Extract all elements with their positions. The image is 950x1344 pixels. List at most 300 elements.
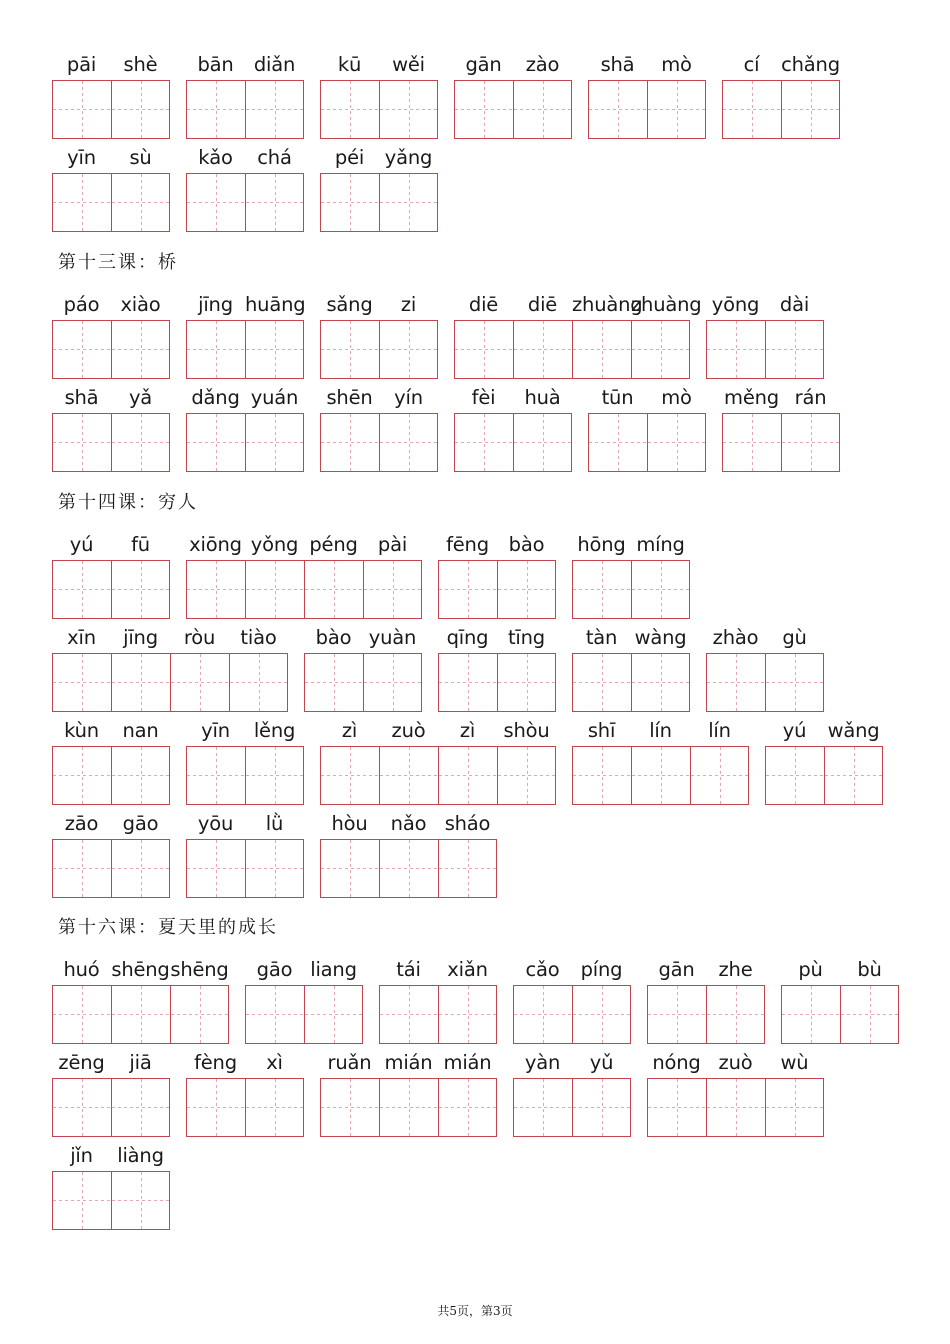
- writing-grid: [245, 985, 363, 1044]
- character-cell[interactable]: [497, 747, 556, 804]
- character-cell[interactable]: [589, 414, 647, 471]
- word-group: [454, 385, 572, 473]
- word-group: [454, 52, 572, 140]
- pinyin-label: yàn: [524, 1051, 561, 1074]
- character-cell[interactable]: [245, 561, 304, 618]
- character-cell[interactable]: [572, 1079, 631, 1136]
- word-group: [52, 52, 170, 140]
- pinyin-label: yǒng: [250, 533, 299, 556]
- pinyin-label: lín: [708, 719, 731, 742]
- pinyin-label: yǎng: [384, 146, 433, 169]
- pinyin-label: měng: [724, 386, 779, 409]
- word-group: [320, 52, 438, 140]
- pinyin-label: rán: [794, 386, 827, 409]
- word-group: [186, 292, 304, 380]
- writing-grid: [52, 560, 170, 619]
- character-cell[interactable]: [781, 414, 840, 471]
- character-cell[interactable]: [513, 321, 572, 378]
- pinyin-label: mián: [384, 1051, 433, 1074]
- pinyin-label: pāi: [66, 53, 97, 76]
- character-cell[interactable]: [187, 1079, 245, 1136]
- pinyin-label: cǎo: [525, 958, 560, 981]
- word-group: [320, 145, 438, 233]
- character-cell[interactable]: [572, 986, 631, 1043]
- character-cell[interactable]: [53, 840, 111, 897]
- pinyin-label: kùn: [64, 719, 99, 742]
- character-cell[interactable]: [321, 747, 379, 804]
- character-cell[interactable]: [187, 81, 245, 138]
- word-group: [186, 385, 304, 473]
- pinyin-label: xiào: [120, 293, 161, 316]
- character-cell[interactable]: [706, 986, 765, 1043]
- writing-grid: [513, 1078, 631, 1137]
- character-cell[interactable]: [187, 174, 245, 231]
- character-cell[interactable]: [53, 986, 111, 1043]
- page-footer: 共5页，第3页: [437, 1304, 513, 1318]
- character-cell[interactable]: [766, 747, 824, 804]
- word-group: [781, 957, 899, 1045]
- character-cell[interactable]: [305, 654, 363, 711]
- word-group: [588, 52, 706, 140]
- pinyin-label: yú: [782, 719, 807, 742]
- character-cell[interactable]: [438, 986, 497, 1043]
- pinyin-label: shēn: [326, 386, 373, 409]
- pinyin-label: míng: [636, 533, 685, 556]
- character-cell[interactable]: [53, 321, 111, 378]
- pinyin-label: zì: [341, 719, 358, 742]
- pinyin-label: sháo: [444, 812, 491, 835]
- pinyin-label: jǐn: [70, 1144, 93, 1167]
- pinyin-label: sù: [129, 146, 152, 169]
- pinyin-label: fèi: [471, 386, 496, 409]
- word-group: [52, 145, 170, 233]
- character-cell[interactable]: [648, 1079, 706, 1136]
- character-cell[interactable]: [647, 414, 706, 471]
- character-cell[interactable]: [53, 81, 111, 138]
- pinyin-label: xì: [266, 1051, 283, 1074]
- character-cell[interactable]: [455, 321, 513, 378]
- pinyin-label: bān: [197, 53, 234, 76]
- character-cell[interactable]: [245, 1079, 304, 1136]
- pinyin-label: píng: [580, 958, 623, 981]
- pinyin-label: péi: [334, 146, 365, 169]
- character-cell[interactable]: [707, 654, 765, 711]
- pinyin-label: shā: [64, 386, 99, 409]
- character-cell[interactable]: [245, 840, 304, 897]
- word-group: [52, 718, 170, 806]
- pinyin-label: liang: [310, 958, 357, 981]
- writing-grid: [52, 413, 170, 472]
- character-cell[interactable]: [765, 321, 824, 378]
- pinyin-label: nan: [122, 719, 159, 742]
- writing-grid: [588, 80, 706, 139]
- character-cell[interactable]: [690, 747, 749, 804]
- pinyin-label: yīn: [201, 719, 230, 742]
- character-cell[interactable]: [363, 654, 422, 711]
- character-cell[interactable]: [187, 747, 245, 804]
- pinyin-label: huāng: [245, 293, 306, 316]
- pinyin-label: jīng: [198, 293, 233, 316]
- character-cell[interactable]: [246, 986, 304, 1043]
- word-group: [379, 957, 497, 1045]
- word-group: [706, 292, 824, 380]
- pinyin-label: jīng: [123, 626, 158, 649]
- writing-grid: [52, 746, 170, 805]
- character-cell[interactable]: [111, 1172, 170, 1229]
- pinyin-label: yǎ: [128, 386, 153, 409]
- word-group: [52, 1050, 170, 1138]
- pinyin-label: lín: [649, 719, 672, 742]
- character-cell[interactable]: [379, 81, 438, 138]
- character-cell[interactable]: [111, 654, 170, 711]
- writing-grid: [438, 560, 556, 619]
- pinyin-label: tàn: [585, 626, 618, 649]
- character-cell[interactable]: [647, 81, 706, 138]
- character-cell[interactable]: [170, 986, 229, 1043]
- writing-grid: [304, 653, 422, 712]
- character-cell[interactable]: [245, 414, 304, 471]
- pinyin-label: nóng: [652, 1051, 701, 1074]
- pinyin-label: zhe: [718, 958, 753, 981]
- word-group: [52, 811, 170, 899]
- character-cell[interactable]: [589, 81, 647, 138]
- pinyin-label: yōng: [711, 293, 760, 316]
- pinyin-label: chǎng: [781, 53, 840, 76]
- pinyin-label: wěi: [392, 53, 425, 76]
- lesson-title: 第十三课：桥: [58, 252, 178, 273]
- word-group: [706, 625, 824, 713]
- word-group: [186, 1050, 304, 1138]
- word-group: [572, 532, 690, 620]
- pinyin-label: tīng: [507, 626, 545, 649]
- pinyin-label: hòu: [331, 812, 368, 835]
- writing-grid: [320, 746, 556, 805]
- character-cell[interactable]: [53, 1079, 111, 1136]
- word-group: [588, 385, 706, 473]
- character-cell[interactable]: [245, 321, 304, 378]
- pinyin-label: liàng: [117, 1144, 164, 1167]
- pinyin-label: ròu: [183, 626, 216, 649]
- character-cell[interactable]: [111, 1079, 170, 1136]
- character-cell[interactable]: [111, 840, 170, 897]
- character-cell[interactable]: [304, 986, 363, 1043]
- writing-grid: [186, 839, 304, 898]
- character-cell[interactable]: [111, 414, 170, 471]
- pinyin-label: zhuàng: [572, 293, 643, 316]
- writing-grid: [454, 413, 572, 472]
- pinyin-label: wàng: [634, 626, 687, 649]
- pinyin-label: wǎng: [827, 719, 880, 742]
- character-cell[interactable]: [631, 561, 690, 618]
- writing-grid: [438, 653, 556, 712]
- pinyin-label: tái: [396, 958, 421, 981]
- pinyin-label: mò: [661, 386, 692, 409]
- word-group: [304, 625, 422, 713]
- pinyin-label: kū: [337, 53, 362, 76]
- pinyin-label: shēng: [111, 958, 170, 981]
- word-group: [454, 292, 702, 380]
- pinyin-label: lǜ: [265, 812, 284, 835]
- character-cell[interactable]: [572, 321, 631, 378]
- pinyin-label: zì: [459, 719, 476, 742]
- writing-grid: [706, 653, 824, 712]
- character-cell[interactable]: [245, 174, 304, 231]
- character-cell[interactable]: [723, 81, 781, 138]
- pinyin-label: yuàn: [368, 626, 417, 649]
- writing-grid: [572, 560, 690, 619]
- character-cell[interactable]: [53, 654, 111, 711]
- character-cell[interactable]: [573, 561, 631, 618]
- character-cell[interactable]: [455, 414, 513, 471]
- writing-grid: [52, 80, 170, 139]
- word-group: [572, 625, 690, 713]
- character-cell[interactable]: [631, 654, 690, 711]
- character-cell[interactable]: [229, 654, 288, 711]
- character-cell[interactable]: [439, 654, 497, 711]
- word-group: [186, 811, 304, 899]
- character-cell[interactable]: [514, 986, 572, 1043]
- character-cell[interactable]: [723, 414, 781, 471]
- writing-grid: [706, 320, 824, 379]
- character-cell[interactable]: [187, 414, 245, 471]
- character-cell[interactable]: [765, 654, 824, 711]
- character-cell[interactable]: [438, 747, 497, 804]
- word-group: [438, 532, 556, 620]
- writing-grid: [572, 746, 749, 805]
- pinyin-label: zhào: [712, 626, 759, 649]
- word-group: [438, 625, 556, 713]
- writing-grid: [52, 173, 170, 232]
- pinyin-label: cí: [743, 53, 760, 76]
- character-cell[interactable]: [824, 747, 883, 804]
- pinyin-label: yǔ: [589, 1051, 614, 1074]
- character-cell[interactable]: [245, 81, 304, 138]
- word-group: [513, 1050, 631, 1138]
- writing-grid: [186, 80, 304, 139]
- pinyin-label: dǎng: [191, 386, 240, 409]
- character-cell[interactable]: [513, 81, 572, 138]
- word-group: [52, 957, 229, 1045]
- pinyin-label: shī: [587, 719, 616, 742]
- character-cell[interactable]: [111, 174, 170, 231]
- character-cell[interactable]: [380, 986, 438, 1043]
- word-group: [320, 718, 556, 806]
- character-cell[interactable]: [781, 81, 840, 138]
- character-cell[interactable]: [245, 747, 304, 804]
- pinyin-label: jiā: [129, 1051, 152, 1074]
- writing-grid: [588, 413, 706, 472]
- pinyin-label: pù: [798, 958, 823, 981]
- character-cell[interactable]: [187, 321, 245, 378]
- character-cell[interactable]: [111, 321, 170, 378]
- pinyin-label: gāo: [122, 812, 159, 835]
- pinyin-label: lěng: [253, 719, 296, 742]
- pinyin-label: dài: [779, 293, 810, 316]
- word-group: [572, 718, 749, 806]
- writing-grid: [186, 320, 304, 379]
- character-cell[interactable]: [438, 840, 497, 897]
- writing-grid: [52, 985, 229, 1044]
- character-cell[interactable]: [497, 654, 556, 711]
- pinyin-label: diē: [468, 293, 499, 316]
- pinyin-label: shòu: [503, 719, 550, 742]
- writing-grid: [765, 746, 883, 805]
- word-group: [52, 532, 170, 620]
- character-cell[interactable]: [111, 561, 170, 618]
- pinyin-label: gù: [782, 626, 807, 649]
- writing-grid: [52, 1171, 170, 1230]
- pinyin-label: tūn: [601, 386, 634, 409]
- character-cell[interactable]: [573, 747, 631, 804]
- writing-grid: [186, 746, 304, 805]
- writing-grid: [320, 839, 497, 898]
- character-cell[interactable]: [648, 986, 706, 1043]
- pinyin-label: bào: [315, 626, 352, 649]
- character-cell[interactable]: [379, 174, 438, 231]
- pinyin-label: qīng: [446, 626, 489, 649]
- character-cell[interactable]: [379, 414, 438, 471]
- writing-grid: [320, 320, 438, 379]
- word-group: [647, 1050, 824, 1138]
- pinyin-label: zhuàng: [631, 293, 702, 316]
- pinyin-label: zào: [525, 53, 560, 76]
- pinyin-label: mián: [443, 1051, 492, 1074]
- character-cell[interactable]: [379, 840, 438, 897]
- pinyin-label: wù: [780, 1051, 809, 1074]
- pinyin-label: yōu: [197, 812, 234, 835]
- writing-grid: [52, 839, 170, 898]
- pinyin-label: yín: [394, 386, 423, 409]
- character-cell[interactable]: [497, 561, 556, 618]
- pinyin-label: páo: [63, 293, 100, 316]
- character-cell[interactable]: [187, 840, 245, 897]
- writing-grid: [52, 1078, 170, 1137]
- character-cell[interactable]: [321, 1079, 379, 1136]
- pinyin-label: zēng: [58, 1051, 105, 1074]
- word-group: [722, 52, 840, 140]
- character-cell[interactable]: [439, 561, 497, 618]
- pinyin-label: shā: [600, 53, 635, 76]
- writing-grid: [320, 413, 438, 472]
- character-cell[interactable]: [379, 747, 438, 804]
- word-group: [186, 532, 422, 620]
- word-group: [722, 385, 840, 473]
- pinyin-label: ruǎn: [327, 1051, 372, 1074]
- word-group: [186, 718, 304, 806]
- writing-grid: [320, 173, 438, 232]
- writing-grid: [52, 320, 170, 379]
- character-cell[interactable]: [782, 986, 840, 1043]
- character-cell[interactable]: [53, 747, 111, 804]
- character-cell[interactable]: [111, 81, 170, 138]
- pinyin-label: yīn: [67, 146, 96, 169]
- character-cell[interactable]: [187, 561, 245, 618]
- writing-grid: [781, 985, 899, 1044]
- pinyin-label: péng: [309, 533, 358, 556]
- word-group: [52, 1143, 170, 1231]
- pinyin-label: sǎng: [326, 293, 373, 316]
- character-cell[interactable]: [363, 561, 422, 618]
- pinyin-label: zi: [400, 293, 417, 316]
- pinyin-label: gāo: [256, 958, 293, 981]
- writing-grid: [186, 173, 304, 232]
- character-cell[interactable]: [53, 174, 111, 231]
- writing-grid: [186, 560, 422, 619]
- writing-grid: [647, 1078, 824, 1137]
- pinyin-label: xīn: [67, 626, 96, 649]
- pinyin-label: diē: [527, 293, 558, 316]
- writing-grid: [572, 653, 690, 712]
- character-cell[interactable]: [438, 1079, 497, 1136]
- character-cell[interactable]: [379, 321, 438, 378]
- character-cell[interactable]: [765, 1079, 824, 1136]
- character-cell[interactable]: [513, 414, 572, 471]
- pinyin-label: bù: [857, 958, 882, 981]
- pinyin-label: tiào: [240, 626, 277, 649]
- writing-grid: [513, 985, 631, 1044]
- writing-grid: [647, 985, 765, 1044]
- pinyin-label: shè: [123, 53, 158, 76]
- character-cell[interactable]: [379, 1079, 438, 1136]
- pinyin-label: diǎn: [253, 53, 296, 76]
- character-cell[interactable]: [321, 840, 379, 897]
- pinyin-label: mò: [661, 53, 692, 76]
- writing-grid: [454, 80, 572, 139]
- character-cell[interactable]: [111, 986, 170, 1043]
- character-cell[interactable]: [706, 1079, 765, 1136]
- pinyin-label: zuò: [718, 1051, 753, 1074]
- character-cell[interactable]: [514, 1079, 572, 1136]
- writing-grid: [722, 413, 840, 472]
- writing-grid: [722, 80, 840, 139]
- character-cell[interactable]: [53, 414, 111, 471]
- character-cell[interactable]: [631, 321, 690, 378]
- writing-grid: [186, 413, 304, 472]
- character-cell[interactable]: [631, 747, 690, 804]
- character-cell[interactable]: [321, 321, 379, 378]
- pinyin-label: nǎo: [390, 812, 427, 835]
- character-cell[interactable]: [53, 1172, 111, 1229]
- writing-grid: [379, 985, 497, 1044]
- word-group: [320, 292, 438, 380]
- lesson-title: 第十六课：夏天里的成长: [58, 917, 278, 938]
- character-cell[interactable]: [573, 654, 631, 711]
- word-group: [320, 1050, 497, 1138]
- word-group: [513, 957, 631, 1045]
- character-cell[interactable]: [707, 321, 765, 378]
- character-cell[interactable]: [53, 561, 111, 618]
- character-cell[interactable]: [455, 81, 513, 138]
- writing-grid: [52, 653, 288, 712]
- character-cell[interactable]: [840, 986, 899, 1043]
- character-cell[interactable]: [304, 561, 363, 618]
- character-cell[interactable]: [321, 81, 379, 138]
- character-cell[interactable]: [321, 174, 379, 231]
- pinyin-label: xiōng: [189, 533, 242, 556]
- writing-grid: [186, 1078, 304, 1137]
- pinyin-label: hōng: [577, 533, 626, 556]
- pinyin-label: yú: [69, 533, 94, 556]
- character-cell[interactable]: [321, 414, 379, 471]
- character-cell[interactable]: [111, 747, 170, 804]
- pinyin-label: zuò: [391, 719, 426, 742]
- pinyin-label: xiǎn: [447, 958, 488, 981]
- pinyin-label: yuán: [250, 386, 299, 409]
- pinyin-label: gān: [658, 958, 695, 981]
- character-cell[interactable]: [170, 654, 229, 711]
- word-group: [320, 385, 438, 473]
- pinyin-label: zāo: [64, 812, 99, 835]
